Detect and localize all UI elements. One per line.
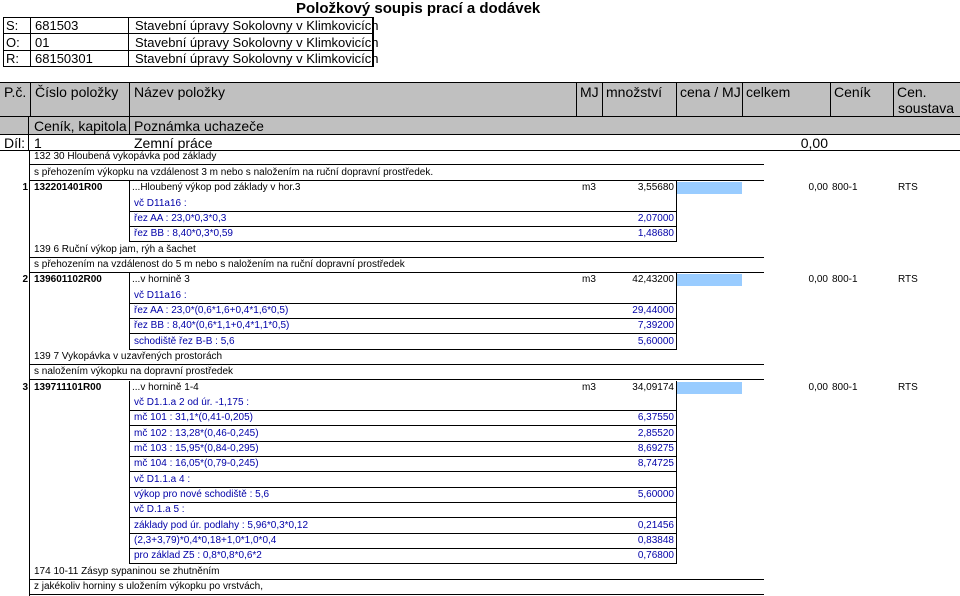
measure-underline [129,471,677,472]
measure-left-rule [129,518,130,534]
measure-right-rule [676,441,677,457]
dil-total: 0,00 [800,135,828,151]
measure-underline [129,318,677,319]
measure-left-rule [129,441,130,457]
item-price-field [676,274,742,286]
dil-label: Díl: [4,135,25,151]
dil-name: Zemní práce [134,135,213,151]
measure-underline [129,211,677,212]
note-rule [29,594,764,595]
item-cenik: 800-1 [832,382,858,393]
item-code: 139711101R00 [34,382,102,393]
measure-text: vč D11a16 : [134,198,187,209]
item-total: 0,00 [808,274,828,285]
measure-text: schodiště řez B-B : 5,6 [134,336,235,347]
measure-right-rule [676,456,677,472]
measure-value: 0,76800 [637,550,674,561]
measure-right-rule [676,487,677,503]
measure-underline [129,226,677,227]
measure-left-rule [129,196,130,212]
item-sep [676,381,677,396]
measure-underline [129,410,677,411]
note-text: s naložením výkopku na dopravní prostředek [34,366,233,377]
measure-right-rule [676,502,677,518]
note-text: 139 7 Vykopávka v uzavřených prostorách [34,351,223,362]
note-rule [29,579,764,580]
item-code: 139601102R00 [34,274,102,285]
item-sep [676,181,677,196]
col-kapitola: Ceník, kapitola [34,118,127,134]
item-quantity: 34,09174 [632,382,674,393]
measure-right-rule [676,196,677,212]
header-code-o: 01 [35,35,50,50]
col-cenik: Ceník [834,84,871,100]
note-text: 174 10-11 Zásyp sypaninou se zhutněním [34,566,220,577]
note-rule [29,180,764,181]
measure-value: 1,48680 [637,228,674,239]
measure-text: mč 104 : 16,05*(0,79-0,245) [134,458,259,469]
measure-value: 2,07000 [637,213,674,224]
col-cena: cena / MJ [680,84,741,100]
item-system: RTS [898,182,918,193]
measure-value: 0,83848 [637,535,674,546]
measure-text: výkop pro nové schodiště : 5,6 [134,489,270,500]
measure-right-rule [676,548,677,564]
col-cen: Cen. [897,84,927,100]
measure-right-rule [676,533,677,549]
header-name-r: Stavební úpravy Sokolovny v Klimkovicích [135,51,379,66]
measure-text: vč D1.1.a 4 : [134,474,191,485]
note-rule [29,257,764,258]
measure-underline [129,563,677,564]
item-number: 2 [22,274,28,285]
dil-num: 1 [34,135,42,151]
col-pc: P.č. [4,84,27,100]
page-title: Položkový soupis prací a dodávek [296,0,541,17]
header-label-s: S: [6,18,19,33]
col-cislo: Číslo položky [35,84,119,100]
note-text: 139 6 Ruční výkop jam, rýh a šachet [34,244,196,255]
measure-value: 0,21456 [637,520,674,531]
item-number: 3 [22,382,28,393]
measure-left-rule [129,288,130,304]
measure-right-rule [676,426,677,442]
measure-underline [129,241,677,242]
note-text: s přehozením na vzdálenost do 5 m nebo s naložením na ruční dopravní prostředek [34,259,405,270]
header-code-s: 681503 [35,18,79,33]
measure-left-rule [129,303,130,319]
measure-text: řez BB : 8,40*(0,6*1,1+0,4*1,1*0,5) [134,320,290,331]
item-system: RTS [898,382,918,393]
item-sep [676,273,677,288]
note-text: z jakékoliv horniny s uložením výkopku po vrstvách, [34,581,263,592]
measure-left-rule [129,548,130,564]
item-number: 1 [22,182,28,193]
measure-left-rule [129,456,130,472]
item-quantity: 42,43200 [632,274,674,285]
item-total: 0,00 [808,182,828,193]
measure-left-rule [129,487,130,503]
item-name: ...Hloubený výkop pod základy v hor.3 [132,182,301,193]
item-unit: m3 [582,382,596,393]
measure-text: vč D1.1.a 2 od úr. -1,175 : [134,397,250,408]
item-price-field [676,382,742,394]
item-unit: m3 [582,182,596,193]
measure-underline [129,548,677,549]
measure-underline [129,533,677,534]
header-name-s: Stavební úpravy Sokolovny v Klimkovicích [135,18,379,33]
measure-underline [129,333,677,334]
measure-value: 6,37550 [637,412,674,423]
header-label-o: O: [6,35,20,50]
item-system: RTS [898,274,918,285]
item-sep [129,181,130,196]
measure-left-rule [129,334,130,350]
measure-text: základy pod úr. podlahy : 5,96*0,3*0,12 [134,520,309,531]
measure-value: 8,74725 [637,458,674,469]
measure-underline [129,487,677,488]
measure-left-rule [129,472,130,488]
measure-right-rule [676,318,677,334]
col-soustava: soustava [898,100,955,116]
measure-value: 5,60000 [637,336,674,347]
note-rule [29,379,764,380]
measure-text: (2,3+3,79)*0,4*0,18+1,0*1,0*0,4 [134,535,277,546]
measure-underline [129,517,677,518]
measure-value: 29,44000 [632,305,674,316]
item-quantity: 3,55680 [637,182,674,193]
measure-text: mč 103 : 15,95*(0,84-0,295) [134,443,259,454]
measure-right-rule [676,410,677,426]
col-mj: MJ [580,84,599,100]
note-rule [29,364,764,365]
measure-right-rule [676,334,677,350]
measure-underline [129,502,677,503]
col-nazev: Název položky [134,84,226,100]
item-cenik: 800-1 [832,274,858,285]
item-total: 0,00 [808,382,828,393]
note-rule [29,164,764,165]
measure-value: 7,39200 [637,320,674,331]
header-name-o: Stavební úpravy Sokolovny v Klimkovicích [135,35,379,50]
note-text: 132 30 Hloubená vykopávka pod základy [34,151,217,162]
measure-underline [129,349,677,350]
measure-underline [129,441,677,442]
measure-text: mč 102 : 13,28*(0,46-0,245) [134,428,259,439]
item-sep [129,273,130,288]
col-mnozstvi: množství [606,84,663,100]
measure-left-rule [129,502,130,518]
measure-value: 5,60000 [637,489,674,500]
item-name: ...v hornině 1-4 [132,382,199,393]
body-left-rule [29,150,30,596]
measure-underline [129,456,677,457]
item-sep [129,381,130,396]
measure-right-rule [676,211,677,227]
measure-right-rule [676,288,677,304]
note-text: s přehozením výkopku na vzdálenost 3 m nebo s naložením na ruční dopravní prostředek. [34,167,434,178]
header-code-r: 68150301 [35,51,93,66]
measure-right-rule [676,303,677,319]
measure-text: pro základ Z5 : 0,8*0,8*0,6*2 [134,550,262,561]
item-unit: m3 [582,274,596,285]
item-code: 132201401R00 [34,182,103,193]
measure-text: vč D.1.a 5 : [134,504,185,515]
measure-text: mč 101 : 31,1*(0,41-0,205) [134,412,253,423]
item-price-field [676,182,742,194]
measure-underline [129,303,677,304]
col-celkem: celkem [746,84,791,100]
measure-text: vč D11a16 : [134,290,187,301]
measure-text: řez AA : 23,0*(0,6*1,6+0,4*1,6*0,5) [134,305,289,316]
item-name: ...v hornině 3 [132,274,190,285]
measure-left-rule [129,426,130,442]
header-label-r: R: [6,51,19,66]
measure-value: 2,85520 [637,428,674,439]
note-rule [29,272,764,273]
measure-left-rule [129,211,130,227]
measure-right-rule [676,395,677,411]
measure-underline [129,425,677,426]
measure-right-rule [676,472,677,488]
measure-left-rule [129,226,130,242]
measure-left-rule [129,318,130,334]
measure-text: řez AA : 23,0*0,3*0,3 [134,213,227,224]
item-cenik: 800-1 [832,182,858,193]
col-poznamka: Poznámka uchazeče [134,118,264,134]
measure-text: řez BB : 8,40*0,3*0,59 [134,228,233,239]
measure-left-rule [129,395,130,411]
measure-right-rule [676,226,677,242]
measure-value: 8,69275 [637,443,674,454]
measure-left-rule [129,533,130,549]
measure-right-rule [676,518,677,534]
measure-left-rule [129,410,130,426]
